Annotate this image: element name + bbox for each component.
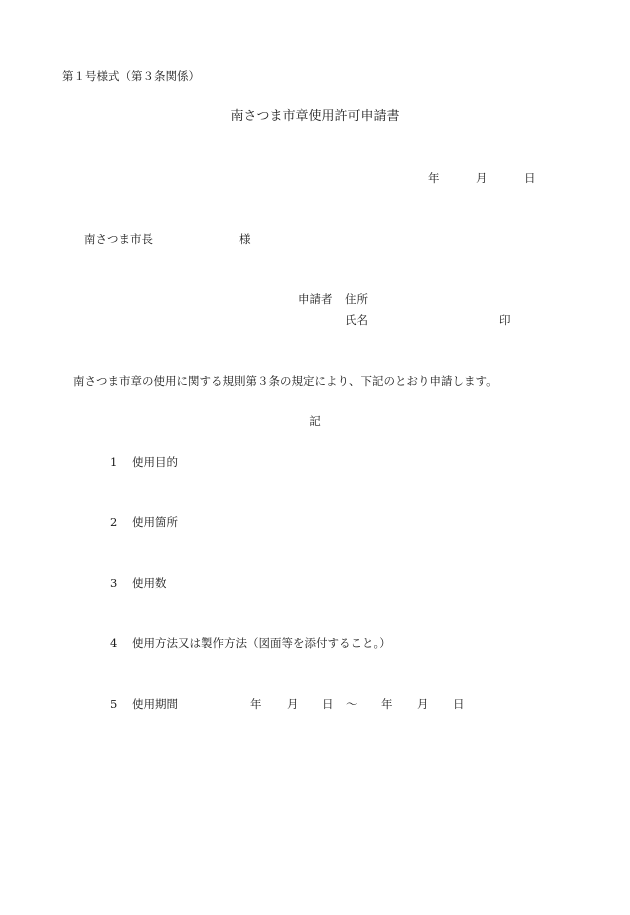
seal-mark-label: 印 [499, 313, 511, 327]
form-number-label: 第１号様式（第３条関係） [62, 69, 200, 83]
item-label: 使用数 [132, 576, 167, 590]
item-number: 2 [110, 515, 118, 529]
item-label: 使用箇所 [132, 515, 178, 529]
applicant-label: 申請者 [298, 292, 333, 306]
item-label: 使用期間 [132, 697, 178, 711]
period-separator: ～ [346, 697, 358, 711]
item-number: 3 [110, 576, 118, 590]
addressee-name: 南さつま市長 [84, 232, 153, 246]
item-number: 4 [110, 636, 118, 650]
date-month-label: 月 [476, 171, 488, 185]
date-day-label: 日 [524, 171, 536, 185]
period-to-year-label: 年 [381, 697, 393, 711]
ki-heading: 記 [309, 414, 321, 428]
applicant-address-label: 住所 [345, 292, 368, 306]
item-number: 1 [110, 455, 118, 469]
document-title: 南さつま市章使用許可申請書 [230, 109, 400, 124]
period-to-month-label: 月 [417, 697, 429, 711]
item-number: 5 [110, 697, 118, 711]
period-to-day-label: 日 [453, 697, 465, 711]
period-from-day-label: 日 [322, 697, 334, 711]
addressee-honorific: 様 [239, 232, 251, 246]
period-from-month-label: 月 [287, 697, 299, 711]
application-statement: 南さつま市章の使用に関する規則第３条の規定により、下記のとおり申請します。 [73, 374, 498, 388]
applicant-name-label: 氏名 [345, 313, 368, 327]
date-year-label: 年 [428, 171, 440, 185]
period-from-year-label: 年 [250, 697, 262, 711]
item-label: 使用方法又は製作方法（図面等を添付すること。） [132, 636, 391, 650]
item-label: 使用目的 [132, 455, 178, 469]
